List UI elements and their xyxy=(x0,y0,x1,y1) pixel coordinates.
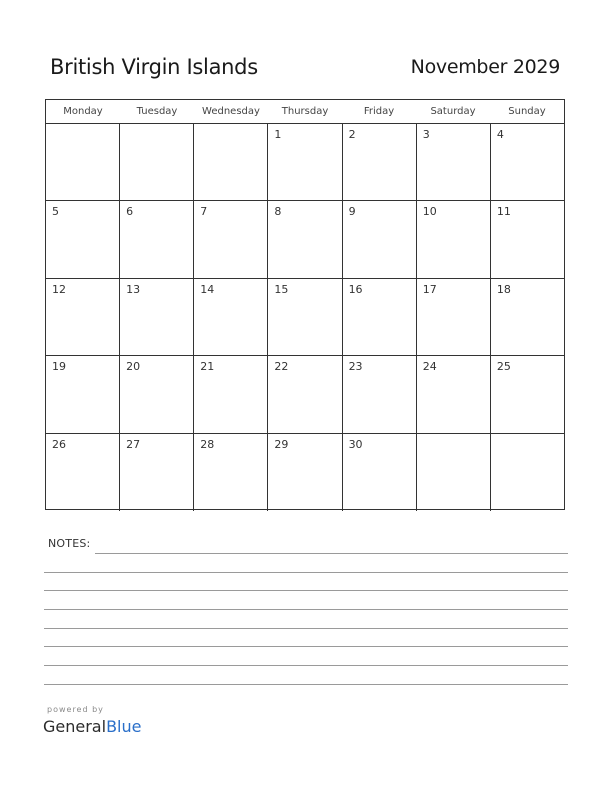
notes-line xyxy=(44,684,568,685)
brand-blue-text: Blue xyxy=(106,717,142,736)
day-cell xyxy=(343,279,417,355)
weekday-label: Wednesday xyxy=(202,106,260,117)
day-number: 5 xyxy=(52,205,59,219)
weekday-label: Friday xyxy=(363,106,395,117)
week-row xyxy=(46,124,564,201)
week-row xyxy=(46,279,564,356)
day-number: 19 xyxy=(52,360,66,374)
day-cell xyxy=(46,201,120,277)
day-cell xyxy=(120,124,194,200)
notes-label: NOTES: xyxy=(48,537,91,550)
day-cell xyxy=(46,434,120,511)
day-number: 20 xyxy=(126,360,141,374)
day-cell xyxy=(343,124,417,200)
day-cell xyxy=(120,201,194,277)
day-cell xyxy=(46,356,120,432)
day-number: 18 xyxy=(496,282,511,296)
day-cell xyxy=(120,356,194,432)
day-cell xyxy=(268,201,342,277)
notes-line xyxy=(44,609,568,610)
day-number: 7 xyxy=(200,205,208,219)
day-number: 22 xyxy=(274,360,289,374)
day-number: 10 xyxy=(422,205,437,219)
day-cell xyxy=(417,124,491,200)
day-cell xyxy=(491,356,564,432)
notes-line xyxy=(44,646,568,647)
day-cell xyxy=(268,434,342,511)
day-cell xyxy=(491,124,564,200)
day-cell xyxy=(120,434,194,511)
day-number: 13 xyxy=(126,282,141,296)
calendar-month-title: November 2029 xyxy=(410,56,560,78)
notes-line xyxy=(95,553,568,554)
day-number: 24 xyxy=(422,360,437,374)
week-row xyxy=(46,201,564,278)
calendar-country-title: British Virgin Islands xyxy=(50,55,258,79)
day-number: 2 xyxy=(348,128,356,141)
day-cell xyxy=(343,434,417,511)
powered-by-text: powered by xyxy=(47,705,104,714)
week-row xyxy=(46,434,564,511)
day-number: 12 xyxy=(52,282,66,296)
day-cell xyxy=(194,279,268,355)
day-cell xyxy=(194,356,268,432)
day-cell xyxy=(417,356,491,432)
day-cell xyxy=(46,279,120,355)
day-number: 15 xyxy=(274,282,289,296)
day-number: 23 xyxy=(348,360,363,374)
weekday-header-row xyxy=(46,100,564,124)
day-cell xyxy=(46,124,120,200)
day-number: 21 xyxy=(200,360,215,374)
day-number: 8 xyxy=(274,205,282,219)
week-row xyxy=(46,356,564,433)
day-cell xyxy=(417,279,491,355)
day-number: 6 xyxy=(126,205,134,219)
day-number: 3 xyxy=(422,128,430,141)
day-number: 25 xyxy=(496,360,511,374)
calendar-grid xyxy=(45,99,565,510)
notes-line xyxy=(44,572,568,573)
day-cell xyxy=(491,201,564,277)
day-cell xyxy=(417,201,491,277)
day-number: 30 xyxy=(348,437,363,451)
day-cell xyxy=(194,201,268,277)
day-number: 26 xyxy=(52,437,66,451)
day-number: 27 xyxy=(126,437,141,451)
weekday-label: Sunday xyxy=(508,106,546,117)
brand-general-text: General xyxy=(43,717,107,736)
day-cell xyxy=(194,434,268,511)
weekday-label: Thursday xyxy=(281,106,329,117)
day-cell xyxy=(120,279,194,355)
day-cell xyxy=(417,434,491,511)
day-number: 4 xyxy=(496,128,504,141)
day-cell xyxy=(343,201,417,277)
day-number: 17 xyxy=(422,282,437,296)
notes-line xyxy=(44,628,568,629)
day-number: 16 xyxy=(348,282,363,296)
day-cell xyxy=(268,124,342,200)
generalblue-logo xyxy=(43,717,141,736)
day-cell xyxy=(194,124,268,200)
weekday-label: Saturday xyxy=(430,106,476,117)
notes-line xyxy=(44,665,568,666)
day-number: 28 xyxy=(200,437,215,451)
day-number: 14 xyxy=(200,282,215,296)
day-number: 11 xyxy=(496,205,511,219)
day-cell xyxy=(491,434,564,511)
day-number: 29 xyxy=(274,437,289,451)
day-cell xyxy=(268,356,342,432)
notes-line xyxy=(44,590,568,591)
day-cell xyxy=(268,279,342,355)
weekday-label: Monday xyxy=(63,106,103,117)
day-number: 1 xyxy=(274,128,282,141)
day-number: 9 xyxy=(348,205,356,219)
day-cell xyxy=(343,356,417,432)
day-cell xyxy=(491,279,564,355)
weekday-label: Tuesday xyxy=(136,106,178,117)
